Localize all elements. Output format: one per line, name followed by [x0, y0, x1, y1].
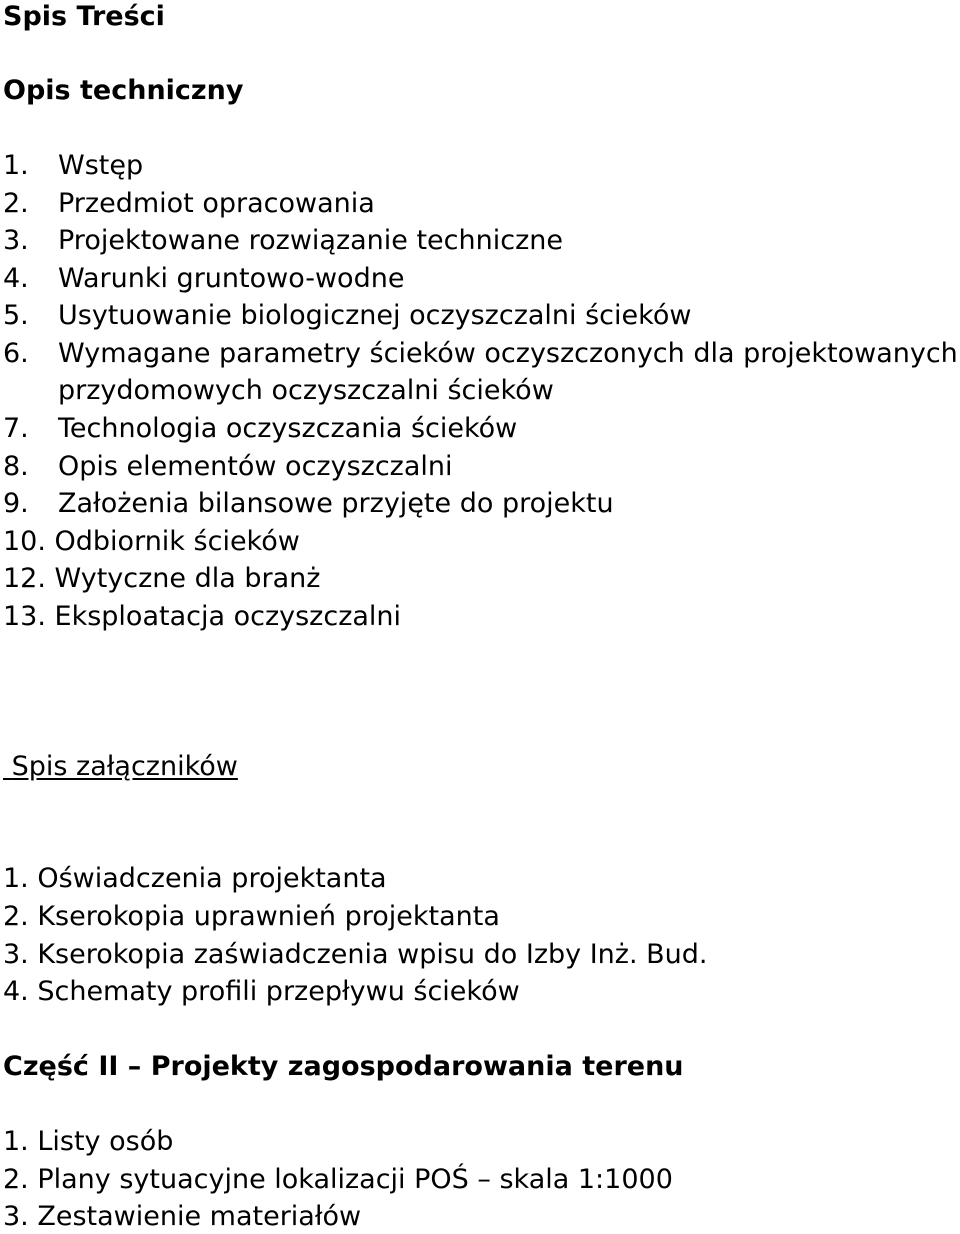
attachment-item: 1. Oświadczenia projektanta [3, 863, 387, 894]
part2-item: 1. Listy osób [3, 1126, 174, 1157]
toc-item-label: Wstęp [58, 150, 144, 181]
attachment-item: 4. Schematy profili przepływu ścieków [3, 976, 520, 1007]
toc-item-label: Opis elementów oczyszczalni [58, 451, 453, 482]
toc-item-number: 8. [3, 451, 29, 482]
attachment-item: 3. Kserokopia zaświadczenia wpisu do Izby Inż. Bud. [3, 939, 708, 970]
toc-item-number: 5. [3, 300, 29, 331]
attachment-item: 2. Kserokopia uprawnień projektanta [3, 901, 500, 932]
toc-item-number: 3. [3, 225, 29, 256]
toc-item [3, 262, 404, 296]
toc-item: 10. Odbiornik ścieków [3, 526, 300, 557]
toc-item: 13. Eksploatacja oczyszczalni [3, 601, 402, 632]
toc-item-label: Wymagane parametry ścieków oczyszczonych dla projektowanych [58, 338, 958, 369]
toc-item-number: 9. [3, 488, 29, 519]
toc-item-number: 4. [3, 263, 29, 294]
toc-item-number: 6. [3, 338, 29, 369]
toc-item [3, 450, 453, 484]
part2-item: 2. Plany sytuacyjne lokalizacji POŚ – skala 1:1000 [3, 1164, 673, 1195]
toc-item-number: 7. [3, 413, 29, 444]
toc-item: 12. Wytyczne dla branż [3, 563, 321, 594]
toc-item [3, 149, 143, 183]
toc-item-label: Projektowane rozwiązanie techniczne [58, 225, 563, 256]
page-title: Spis Treści [3, 1, 165, 32]
toc-item-label: Założenia bilansowe przyjęte do projektu [58, 488, 614, 519]
attachments-heading-text: Spis załączników [11, 751, 238, 782]
attachments-heading [3, 750, 238, 784]
toc-item [3, 487, 614, 521]
toc-item-label: Warunki gruntowo-wodne [58, 263, 405, 294]
toc-item-label: Technologia oczyszczania ścieków [58, 413, 518, 444]
toc-item [3, 224, 563, 258]
part2-item: 3. Zestawienie materiałów [3, 1201, 362, 1232]
toc-item-continuation: przydomowych oczyszczalni ścieków [58, 375, 554, 406]
toc-item [3, 412, 517, 446]
toc-item-number: 2. [3, 188, 29, 219]
toc-item [3, 299, 691, 333]
part2-heading: Część II – Projekty zagospodarowania terenu [3, 1051, 684, 1082]
toc-item-label: Usytuowanie biologicznej oczyszczalni ścieków [58, 300, 692, 331]
toc-item [3, 187, 375, 221]
toc-item-label: Przedmiot opracowania [58, 188, 375, 219]
section-heading-technical: Opis techniczny [3, 75, 244, 106]
toc-item [3, 337, 958, 371]
toc-item-number: 1. [3, 150, 29, 181]
